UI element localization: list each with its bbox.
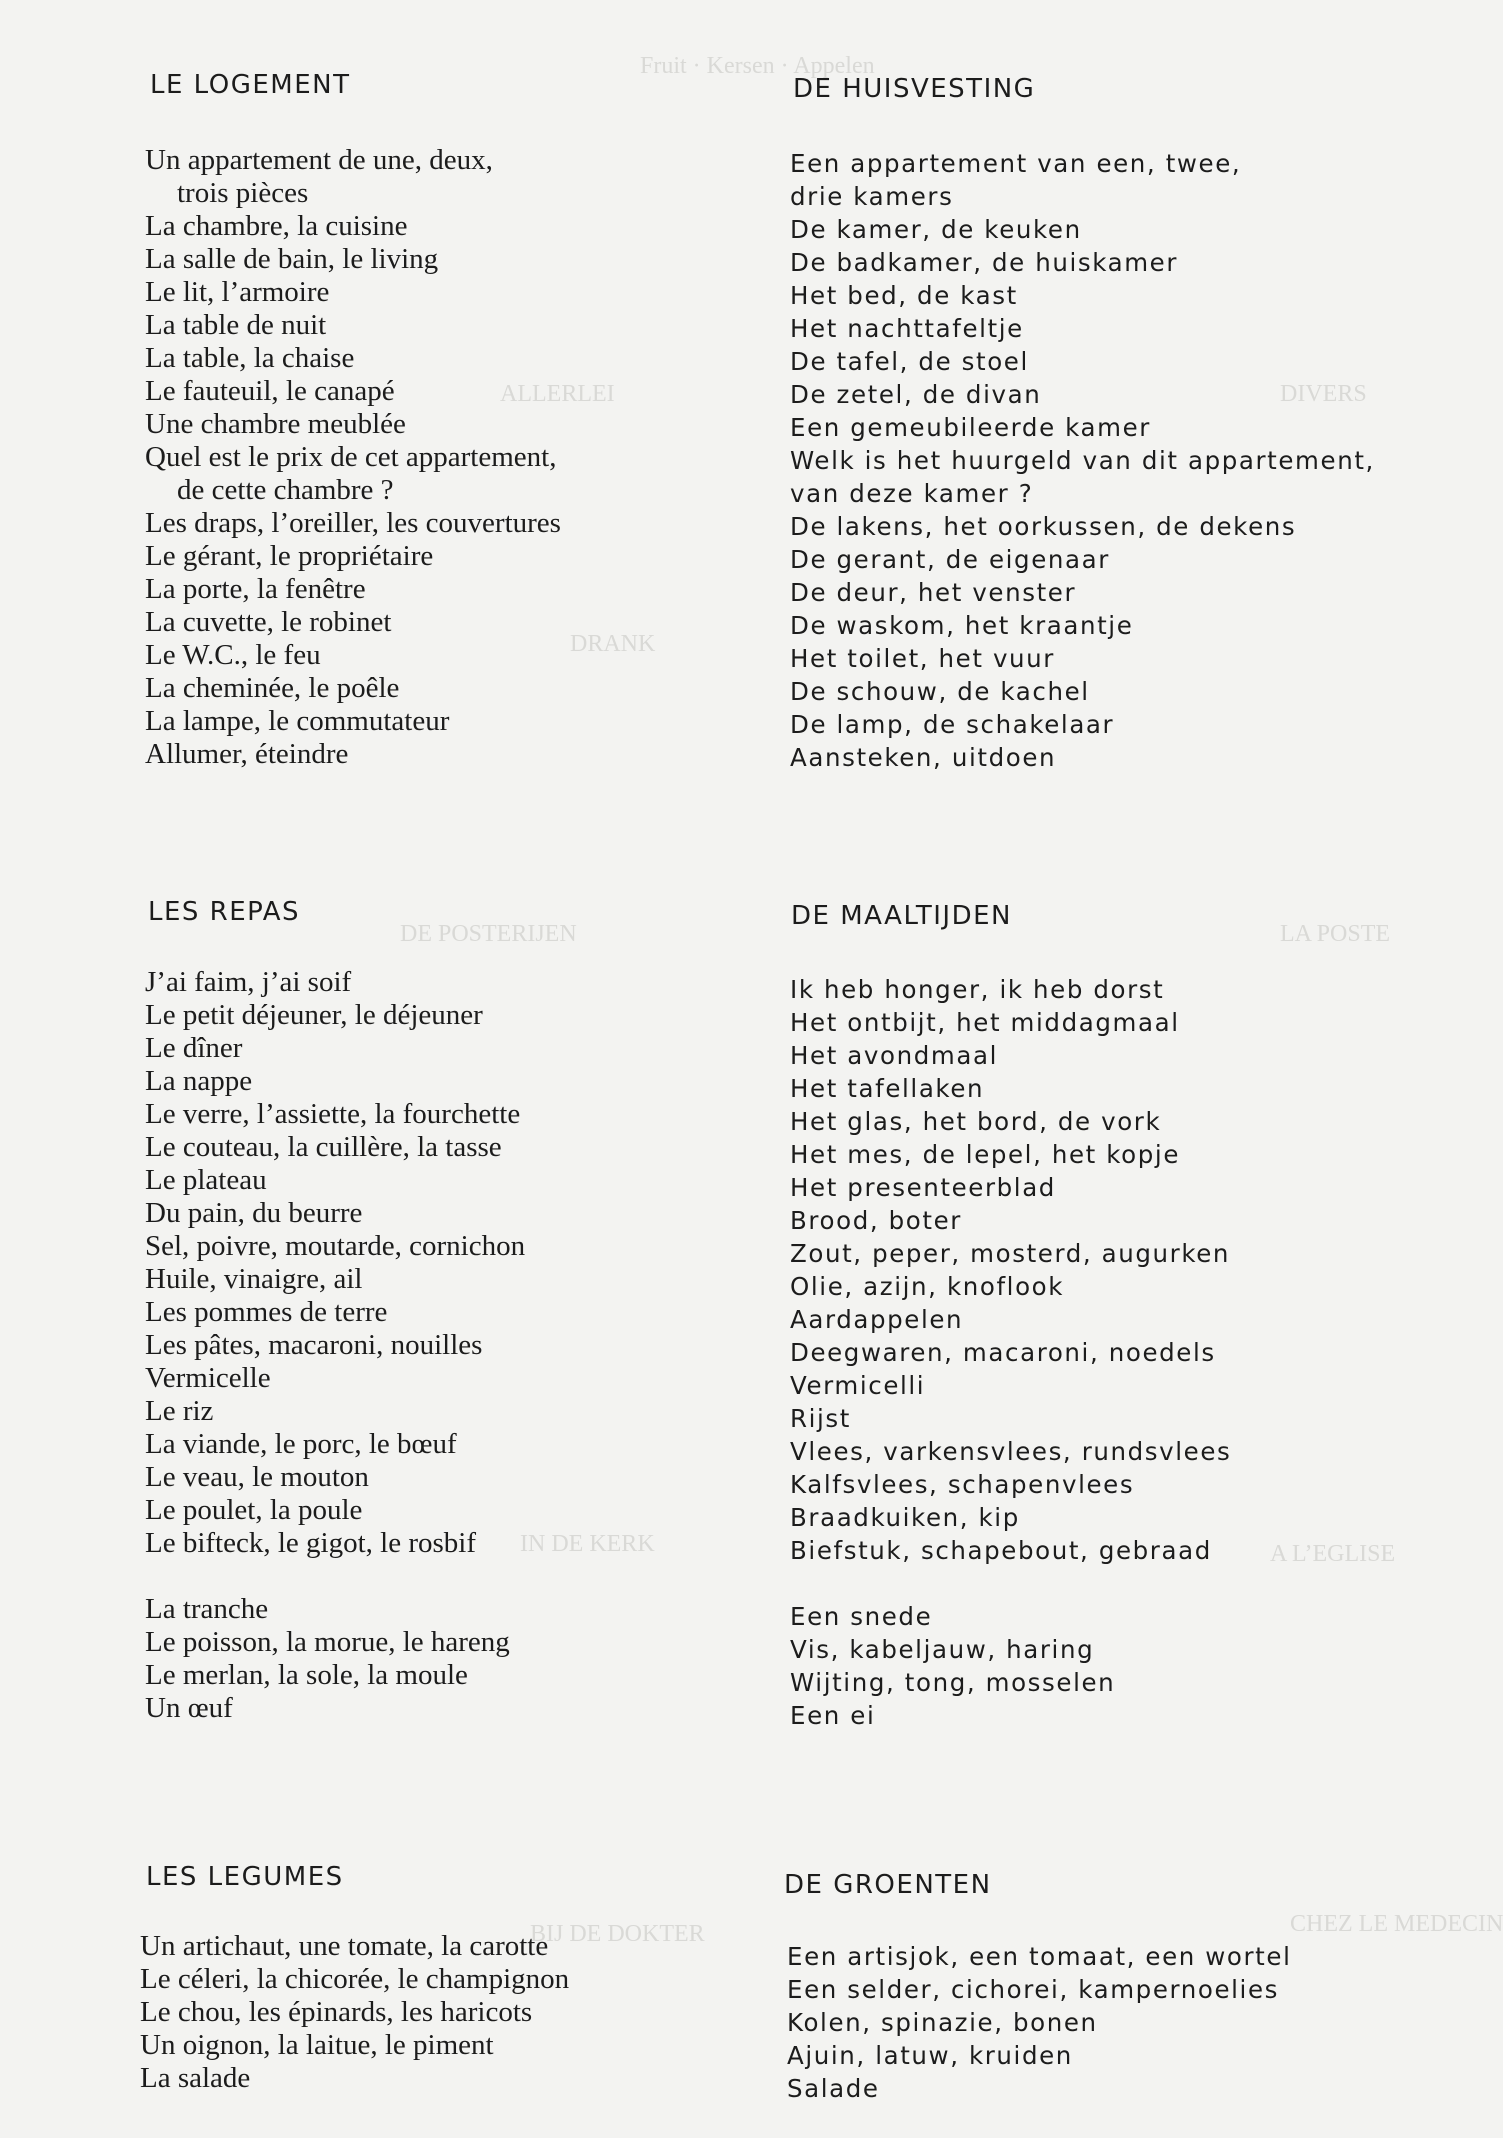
french-line: Un oignon, la laitue, le piment: [140, 2029, 494, 2061]
dutch-line: Deegwaren, macaroni, noedels: [790, 1338, 1216, 1367]
french-line: Une chambre meublée: [145, 408, 406, 440]
french-line: Le merlan, la sole, la moule: [145, 1659, 468, 1691]
dutch-line: Vis, kabeljauw, haring: [790, 1635, 1095, 1664]
dutch-column-maaltijden: [790, 973, 1470, 1732]
dutch-line: Aansteken, uitdoen: [790, 743, 1057, 772]
spacer-line: [790, 1567, 1470, 1600]
section-title-legumes: LES LEGUMES: [146, 1862, 344, 1892]
french-line: Le lit, l’armoire: [145, 276, 330, 308]
dutch-line: van deze kamer ?: [790, 479, 1034, 508]
dutch-line: Biefstuk, schapebout, gebraad: [790, 1536, 1212, 1565]
french-line: La salade: [140, 2062, 251, 2094]
french-line: Sel, poivre, moutarde, cornichon: [145, 1230, 526, 1262]
french-line: Huile, vinaigre, ail: [145, 1263, 363, 1295]
french-line: La cuvette, le robinet: [145, 606, 392, 638]
french-line: Le gérant, le propriétaire: [145, 540, 434, 572]
french-line: Un artichaut, une tomate, la carotte: [140, 1930, 549, 1962]
dutch-line: De lakens, het oorkussen, de dekens: [790, 512, 1297, 541]
section-title-groenten: DE GROENTEN: [784, 1870, 992, 1900]
dutch-line: De lamp, de schakelaar: [790, 710, 1115, 739]
section-title-logement: LE LOGEMENT: [150, 70, 351, 100]
bleed-through-heading: DRANK: [570, 631, 656, 657]
french-line: La salle de bain, le living: [145, 243, 439, 275]
french-line: Le petit déjeuner, le déjeuner: [145, 999, 483, 1031]
dutch-line: Een appartement van een, twee,: [790, 149, 1242, 178]
dutch-line: De zetel, de divan: [790, 380, 1042, 409]
french-line: Quel est le prix de cet appartement,: [145, 441, 557, 473]
french-line: Les pâtes, macaroni, nouilles: [145, 1329, 483, 1361]
french-line: La table, la chaise: [145, 342, 355, 374]
dutch-line: drie kamers: [790, 182, 954, 211]
french-column-legumes: [140, 1930, 780, 2095]
dutch-line: De waskom, het kraantje: [790, 611, 1134, 640]
french-line: Le poisson, la morue, le hareng: [145, 1626, 510, 1658]
dutch-line: De badkamer, de huiskamer: [790, 248, 1179, 277]
french-line: Le veau, le mouton: [145, 1461, 369, 1493]
dutch-column-huisvesting: [790, 147, 1470, 774]
french-line: La lampe, le commutateur: [145, 705, 450, 737]
dutch-line: Salade: [787, 2074, 880, 2103]
dutch-line: Het mes, de lepel, het kopje: [790, 1140, 1181, 1169]
french-line: Le céleri, la chicorée, le champignon: [140, 1963, 570, 1995]
dutch-line: Een gemeubileerde kamer: [790, 413, 1151, 442]
french-line: Un œuf: [145, 1692, 233, 1724]
french-line: Les draps, l’oreiller, les couvertures: [145, 507, 561, 539]
section-title-huisvesting: DE HUISVESTING: [793, 74, 1036, 104]
french-line: de cette chambre ?: [177, 474, 394, 506]
dutch-line: Het toilet, het vuur: [790, 644, 1055, 673]
dutch-line: Aardappelen: [790, 1305, 964, 1334]
dutch-line: Het presenteerblad: [790, 1173, 1056, 1202]
french-line: Le W.C., le feu: [145, 639, 321, 671]
bleed-through-heading: ALLERLEI: [500, 381, 615, 407]
french-line: Le verre, l’assiette, la fourchette: [145, 1098, 521, 1130]
french-line: trois pièces: [177, 177, 309, 209]
dutch-line: De gerant, de eigenaar: [790, 545, 1110, 574]
dutch-line: Het tafellaken: [790, 1074, 985, 1103]
french-line: La nappe: [145, 1065, 253, 1097]
french-line: La porte, la fenêtre: [145, 573, 366, 605]
french-line: Du pain, du beurre: [145, 1197, 363, 1229]
dutch-line: Een artisjok, een tomaat, een wortel: [787, 1942, 1292, 1971]
dutch-line: Wijting, tong, mosselen: [790, 1668, 1116, 1697]
dutch-line: Het glas, het bord, de vork: [790, 1107, 1162, 1136]
dutch-line: Vermicelli: [790, 1371, 926, 1400]
dutch-line: Zout, peper, mosterd, augurken: [790, 1239, 1231, 1268]
bleed-through-text: Fruit · Kersen · Appelen: [640, 53, 875, 79]
french-line: Le dîner: [145, 1032, 243, 1064]
dutch-column-groenten: [787, 1940, 1467, 2105]
french-line: La viande, le porc, le bœuf: [145, 1428, 457, 1460]
bleed-through-heading: CHEZ LE MEDECIN: [1290, 1911, 1503, 1937]
bleed-through-heading: DE POSTERIJEN: [400, 921, 577, 947]
french-line: J’ai faim, j’ai soif: [145, 966, 352, 998]
dutch-line: Ajuin, latuw, kruiden: [787, 2041, 1073, 2070]
french-column-logement: [145, 144, 785, 771]
french-line: Le couteau, la cuillère, la tasse: [145, 1131, 502, 1163]
french-line: Le bifteck, le gigot, le rosbif: [145, 1527, 476, 1559]
dutch-line: Vlees, varkensvlees, rundsvlees: [790, 1437, 1232, 1466]
dutch-line: Het avondmaal: [790, 1041, 998, 1070]
dutch-line: Welk is het huurgeld van dit appartement,: [790, 446, 1375, 475]
bleed-through-heading: DIVERS: [1280, 381, 1367, 407]
french-line: Les pommes de terre: [145, 1296, 388, 1328]
french-line: Allumer, éteindre: [145, 738, 349, 770]
french-line: La chambre, la cuisine: [145, 210, 408, 242]
dutch-line: Een snede: [790, 1602, 933, 1631]
dutch-line: Het bed, de kast: [790, 281, 1018, 310]
bleed-through-heading: IN DE KERK: [520, 1531, 655, 1557]
dutch-line: Olie, azijn, knoflook: [790, 1272, 1065, 1301]
dutch-line: De schouw, de kachel: [790, 677, 1090, 706]
french-line: Le poulet, la poule: [145, 1494, 363, 1526]
french-column-repas: [145, 966, 785, 1725]
french-line: Le fauteuil, le canapé: [145, 375, 395, 407]
dutch-line: Brood, boter: [790, 1206, 962, 1235]
dutch-line: Een selder, cichorei, kampernoelies: [787, 1975, 1279, 2004]
dutch-line: Ik heb honger, ik heb dorst: [790, 975, 1165, 1004]
bleed-through-heading: LA POSTE: [1280, 921, 1391, 947]
bleed-through-heading: BIJ DE DOKTER: [530, 1921, 705, 1947]
dutch-line: Het nachttafeltje: [790, 314, 1024, 343]
dutch-line: De deur, het venster: [790, 578, 1077, 607]
dutch-line: Kolen, spinazie, bonen: [787, 2008, 1098, 2037]
french-line: Le chou, les épinards, les haricots: [140, 1996, 533, 2028]
dutch-line: De kamer, de keuken: [790, 215, 1082, 244]
french-line: Le plateau: [145, 1164, 267, 1196]
bleed-through-heading: A L’EGLISE: [1270, 1541, 1396, 1567]
section-title-repas: LES REPAS: [148, 897, 300, 927]
dutch-line: Braadkuiken, kip: [790, 1503, 1020, 1532]
french-line: La cheminée, le poêle: [145, 672, 400, 704]
french-line: La table de nuit: [145, 309, 327, 341]
dutch-line: Rijst: [790, 1404, 852, 1433]
french-line: Vermicelle: [145, 1362, 271, 1394]
french-line: Le riz: [145, 1395, 214, 1427]
dutch-line: Een ei: [790, 1701, 876, 1730]
french-line: Un appartement de une, deux,: [145, 144, 493, 176]
dutch-line: Het ontbijt, het middagmaal: [790, 1008, 1180, 1037]
dutch-line: Kalfsvlees, schapenvlees: [790, 1470, 1135, 1499]
spacer-line: [145, 1560, 785, 1593]
dutch-line: De tafel, de stoel: [790, 347, 1029, 376]
french-line: La tranche: [145, 1593, 269, 1625]
section-title-maaltijden: DE MAALTIJDEN: [791, 901, 1012, 931]
